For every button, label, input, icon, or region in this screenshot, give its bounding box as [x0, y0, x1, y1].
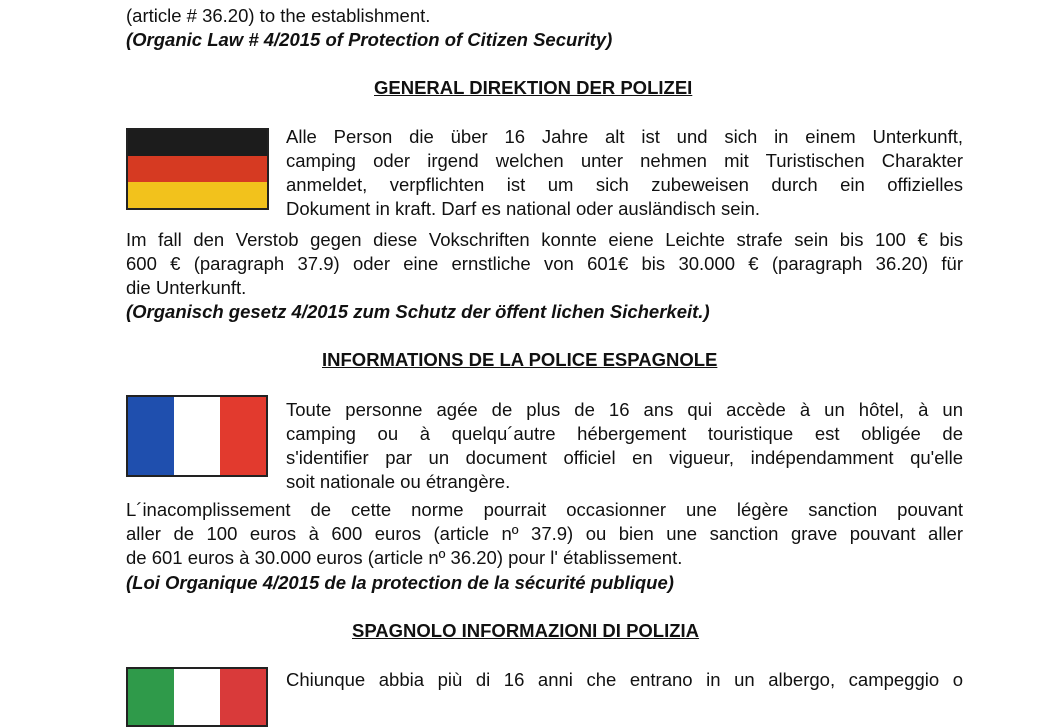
french-flag-line: s'identifier par un document officiel en vigueur, indépendamment qu'elle: [286, 447, 963, 468]
english-tail-line: (article # 36.20) to the establishment.: [126, 5, 431, 26]
french-flag-line: camping ou à quelqu´autre hébergement touristique est obligée de: [286, 423, 963, 444]
german-flag-line: Dokument in kraft. Darf es national oder ausländisch sein.: [286, 198, 761, 219]
german-body-paragraph: [126, 228, 963, 300]
french-flag-icon: [126, 395, 268, 477]
french-body-paragraph: [126, 498, 963, 570]
french-body-line: de 601 euros à 30.000 euros (article nº 36.20) pour l' établissement.: [126, 547, 683, 568]
french-body-line: L´inacomplissement de cette norme pourrait occasionner une légère sanction pouvant: [126, 499, 963, 520]
german-flag-line: Alle Person die über 16 Jahre alt ist und sich in einem Unterkunft,: [286, 126, 963, 147]
german-flag-line: camping oder irgend welchen unter nehmen mit Turistischen Charakter: [286, 150, 963, 171]
italian-flag-paragraph: [286, 668, 963, 692]
french-flag-line: soit nationale ou étrangère.: [286, 471, 511, 492]
italian-heading: SPAGNOLO INFORMAZIONI DI POLIZIA: [352, 620, 700, 641]
german-body-line: 600 € (paragraph 37.9) oder eine ernstliche von 601€ bis 30.000 € (paragraph 36.20) für: [126, 253, 963, 274]
french-law-citation: (Loi Organique 4/2015 de la protection de la sécurité publique): [126, 572, 674, 593]
french-heading: INFORMATIONS DE LA POLICE ESPAGNOLE: [322, 349, 718, 370]
french-flag-paragraph: [286, 398, 963, 494]
french-flag-line: Toute personne agée de plus de 16 ans qui accède à un hôtel, à un: [286, 399, 963, 420]
english-law-citation: (Organic Law # 4/2015 of Protection of Citizen Security): [126, 29, 613, 50]
german-flag-paragraph: [286, 125, 963, 221]
german-flag-line: anmeldet, verpflichten ist um sich zubeweisen durch ein offizielles: [286, 174, 963, 195]
german-heading: GENERAL DIREKTION DER POLIZEI: [374, 77, 693, 98]
german-law-citation: (Organisch gesetz 4/2015 zum Schutz der öffent lichen Sicherkeit.): [126, 301, 710, 322]
italian-flag-line: Chiunque abbia più di 16 anni che entrano in un albergo, campeggio o: [286, 669, 963, 690]
italian-flag-icon: [126, 667, 268, 727]
french-body-line: aller de 100 euros à 600 euros (article nº 37.9) ou bien une sanction grave pouvant aller: [126, 523, 963, 544]
german-body-line: Im fall den Verstob gegen diese Vokschriften konnte eiene Leichte strafe sein bis 100 € bis: [126, 229, 963, 250]
german-flag-icon: [126, 128, 269, 210]
german-body-line: die Unterkunft.: [126, 277, 247, 298]
